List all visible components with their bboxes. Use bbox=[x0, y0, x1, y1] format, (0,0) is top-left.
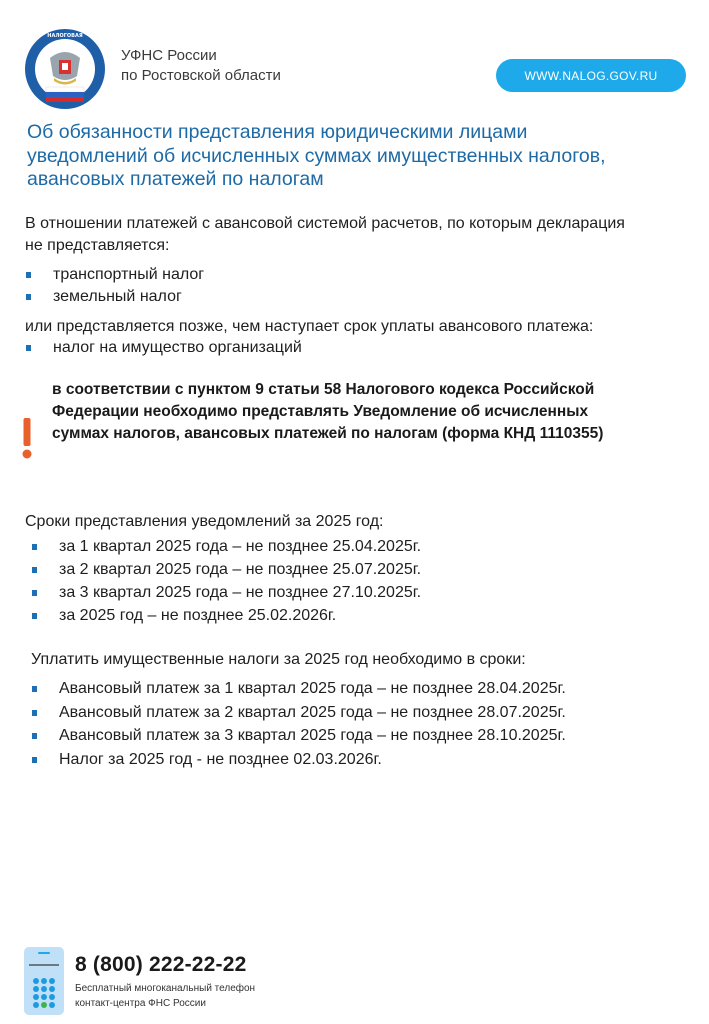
bullet-icon bbox=[32, 567, 37, 573]
list-item bbox=[31, 582, 421, 605]
list-item bbox=[31, 536, 421, 559]
list-item bbox=[31, 678, 566, 702]
hotline-phone-number[interactable]: 8 (800) 222-22-22 bbox=[75, 953, 247, 976]
bullet-icon bbox=[32, 757, 37, 763]
payments-heading: Уплатить имущественные налоги за 2025 год необходимо в сроки: bbox=[31, 651, 526, 668]
list-item-text: Авансовый платеж за 2 квартал 2025 года – не позднее 28.07.2025г. bbox=[59, 703, 566, 721]
list-item-text: за 1 квартал 2025 года – не позднее 25.04.2025г. bbox=[59, 538, 422, 555]
deadlines-list bbox=[31, 536, 421, 628]
list-item bbox=[31, 702, 566, 726]
bullet-icon bbox=[26, 272, 31, 278]
organization-name bbox=[121, 46, 281, 86]
list-item bbox=[25, 264, 204, 286]
deadlines-heading: Сроки представления уведомлений за 2025 год: bbox=[25, 513, 384, 530]
or-paragraph: или представляется позже, чем наступает срок уплаты авансового платежа: bbox=[25, 318, 594, 335]
notice-text bbox=[52, 379, 692, 445]
title-line: Об обязанности представления юридическими лицами bbox=[27, 121, 528, 143]
list-item bbox=[31, 559, 421, 582]
phone-keypad-icon bbox=[24, 947, 64, 1015]
bullet-icon bbox=[32, 686, 37, 692]
title-line: уведомлений об исчисленных суммах имущественных налогов, bbox=[27, 144, 606, 167]
list-item-text: Авансовый платеж за 3 квартал 2025 года – не позднее 28.10.2025г. bbox=[59, 727, 566, 744]
bullet-icon bbox=[32, 544, 37, 550]
hotline-desc-line: контакт-центра ФНС России bbox=[75, 998, 206, 1009]
tax-list-2 bbox=[25, 337, 302, 359]
fns-emblem-icon bbox=[24, 28, 106, 110]
list-item bbox=[31, 749, 566, 773]
list-item bbox=[25, 337, 302, 359]
list-item bbox=[31, 605, 421, 628]
bullet-icon bbox=[32, 733, 37, 739]
list-item-text: за 2025 год – не позднее 25.02.2026г. bbox=[59, 607, 337, 624]
hotline-desc-line: Бесплатный многоканальный телефон bbox=[75, 983, 256, 994]
payments-list bbox=[31, 678, 566, 772]
list-item bbox=[31, 725, 566, 749]
bullet-icon bbox=[32, 710, 37, 716]
notice-line: в соответствии с пунктом 9 статьи 58 Налогового кодекса Российской bbox=[52, 381, 595, 398]
hotline-description bbox=[75, 981, 255, 1011]
bullet-icon bbox=[32, 590, 37, 596]
list-item-text: Налог за 2025 год - не позднее 02.03.2026г. bbox=[59, 750, 382, 768]
list-item-text: земельный налог bbox=[53, 288, 182, 305]
bullet-icon bbox=[32, 613, 37, 619]
list-item bbox=[25, 286, 204, 308]
intro-line: не представляется: bbox=[25, 237, 170, 254]
list-item-text: транспортный налог bbox=[53, 266, 205, 283]
list-item-text: за 3 квартал 2025 года – не позднее 27.10.2025г. bbox=[59, 584, 422, 601]
list-item-text: Авансовый платеж за 1 квартал 2025 года – не позднее 28.04.2025г. bbox=[59, 680, 566, 697]
title-line: авансовых платежей по налогам bbox=[27, 168, 324, 190]
exclamation-icon bbox=[22, 418, 32, 460]
notice-line: Федерации необходимо представлять Уведомление об исчисленных bbox=[52, 403, 589, 420]
org-line-2: по Ростовской области bbox=[121, 67, 281, 84]
tax-list bbox=[25, 264, 204, 308]
svg-text:НАЛОГОВАЯ: НАЛОГОВАЯ bbox=[47, 33, 83, 39]
website-link-button[interactable]: WWW.NALOG.GOV.RU bbox=[496, 59, 686, 92]
list-item-text: за 2 квартал 2025 года – не позднее 25.07.2025г. bbox=[59, 561, 422, 578]
notice-line: суммах налогов, авансовых платежей по налогам (форма КНД 1110355) bbox=[52, 425, 604, 442]
intro-paragraph bbox=[25, 213, 625, 257]
list-item-text: налог на имущество организаций bbox=[53, 339, 302, 356]
org-line-1: УФНС России bbox=[121, 47, 217, 64]
bullet-icon bbox=[26, 294, 31, 300]
page-title bbox=[27, 121, 697, 192]
intro-line: В отношении платежей с авансовой системой расчетов, по которым декларация bbox=[25, 215, 625, 232]
bullet-icon bbox=[26, 345, 31, 351]
